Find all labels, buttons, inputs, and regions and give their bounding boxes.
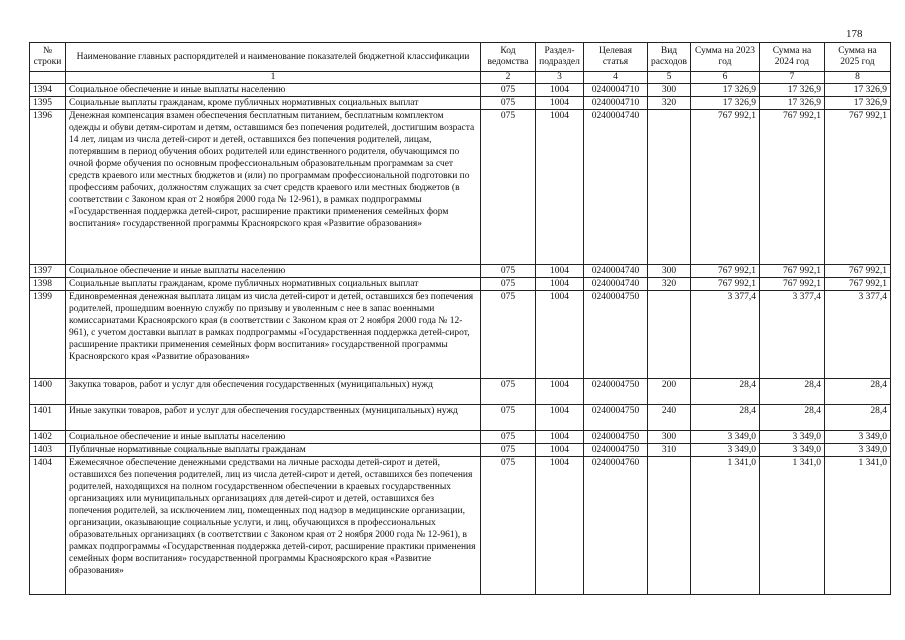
row-number: 1401 [30, 405, 66, 431]
row-ministry-code: 075 [481, 265, 536, 278]
row-name: Единовременная денежная выплата лицам из числа детей-сирот и детей, оставшихся без попечения родителей, прошедшим военную службу по призыву и уволенным с нее в запас военными комиссариатами Красноярского края (в соответствии с Законом края от 2 ноября 2000 года № 12-961), с учетом доставки выплат в рамках подпрограммы «Государственная поддержка детей-сирот, расширение практики применения семейных форм воспитания» государственной программы Красноярского края «Развитие образования» [66, 291, 481, 379]
row-sum-2024: 3 349,0 [759, 444, 824, 457]
row-sum-2024: 1 341,0 [759, 457, 824, 595]
table-row [30, 110, 891, 265]
row-sum-2025: 3 349,0 [824, 444, 890, 457]
column-number: 3 [536, 72, 584, 84]
row-sum-2025: 767 992,1 [824, 278, 890, 291]
row-name: Ежемесячное обеспечение денежными средствами на личные расходы детей-сирот и детей, оставшихся без попечения родителей, лиц из числа детей-сирот и детей, оставшихся без попечения родителей, находящихся на полном государственном обеспечении в краевых государственных организациях или муниципальных организациях для детей-сирот и детей, оставшихся без попечения родителей, за исключением лиц, помещенных под надзор в медицинские организации, организации, оказывающие социальные услуги, и лиц, обучающихся в профессиональных образовательных организациях (в соответствии с Законом края от 2 ноября 2000 года № 12-961), в рамках подпрограммы «Государственная поддержка детей-сирот, расширение практики применения семейных форм воспитания» государственной программы Красноярского края «Развитие образования» [66, 457, 481, 595]
row-expense-type: 320 [648, 278, 691, 291]
row-sum-2024: 767 992,1 [759, 110, 824, 265]
row-section: 1004 [536, 278, 584, 291]
row-section: 1004 [536, 431, 584, 444]
row-target-article: 0240004750 [584, 379, 648, 405]
header-sum-2024: Сумма на 2024 год [759, 43, 824, 72]
row-target-article: 0240004750 [584, 431, 648, 444]
header-sum-2025: Сумма на 2025 год [824, 43, 890, 72]
row-target-article: 0240004750 [584, 405, 648, 431]
column-number [30, 72, 66, 84]
row-sum-2023: 17 326,9 [690, 84, 759, 97]
row-target-article: 0240004740 [584, 278, 648, 291]
table-row [30, 97, 891, 110]
row-sum-2025: 28,4 [824, 405, 890, 431]
row-sum-2025: 767 992,1 [824, 265, 890, 278]
row-sum-2025: 3 377,4 [824, 291, 890, 379]
header-row [30, 43, 891, 72]
row-expense-type [648, 291, 691, 379]
row-name: Социальное обеспечение и иные выплаты населению [66, 84, 481, 97]
row-sum-2025: 17 326,9 [824, 97, 890, 110]
row-ministry-code: 075 [481, 444, 536, 457]
page-number: 178 [846, 28, 863, 40]
row-name: Социальные выплаты гражданам, кроме публичных нормативных социальных выплат [66, 97, 481, 110]
column-number: 4 [584, 72, 648, 84]
row-expense-type: 310 [648, 444, 691, 457]
row-expense-type [648, 457, 691, 595]
row-section: 1004 [536, 457, 584, 595]
column-number: 1 [66, 72, 481, 84]
table-row [30, 457, 891, 595]
row-sum-2025: 1 341,0 [824, 457, 890, 595]
row-expense-type [648, 110, 691, 265]
row-number: 1404 [30, 457, 66, 595]
row-section: 1004 [536, 110, 584, 265]
header-sum-2023: Сумма на 2023 год [690, 43, 759, 72]
table-row [30, 84, 891, 97]
row-number: 1397 [30, 265, 66, 278]
column-number: 2 [481, 72, 536, 84]
row-target-article: 0240004710 [584, 97, 648, 110]
table-row [30, 444, 891, 457]
row-sum-2023: 28,4 [690, 379, 759, 405]
row-sum-2023: 17 326,9 [690, 97, 759, 110]
table-row [30, 405, 891, 431]
row-ministry-code: 075 [481, 291, 536, 379]
table-row [30, 265, 891, 278]
row-section: 1004 [536, 379, 584, 405]
row-number: 1402 [30, 431, 66, 444]
row-ministry-code: 075 [481, 97, 536, 110]
row-name: Социальные выплаты гражданам, кроме публичных нормативных социальных выплат [66, 278, 481, 291]
row-ministry-code: 075 [481, 278, 536, 291]
row-target-article: 0240004750 [584, 291, 648, 379]
row-sum-2024: 28,4 [759, 405, 824, 431]
row-sum-2023: 767 992,1 [690, 265, 759, 278]
row-target-article: 0240004710 [584, 84, 648, 97]
row-target-article: 0240004740 [584, 110, 648, 265]
row-number: 1398 [30, 278, 66, 291]
row-name: Закупка товаров, работ и услуг для обеспечения государственных (муниципальных) нужд [66, 379, 481, 405]
column-number: 7 [759, 72, 824, 84]
row-sum-2024: 3 349,0 [759, 431, 824, 444]
row-sum-2025: 3 349,0 [824, 431, 890, 444]
row-expense-type: 300 [648, 431, 691, 444]
header-name: Наименование главных распорядителей и наименование показателей бюджетной классификации [66, 43, 481, 72]
row-sum-2023: 767 992,1 [690, 110, 759, 265]
row-name: Социальное обеспечение и иные выплаты населению [66, 431, 481, 444]
table-row [30, 291, 891, 379]
header-section: Раздел-подраздел [536, 43, 584, 72]
row-expense-type: 300 [648, 265, 691, 278]
row-name: Денежная компенсация взамен обеспечения бесплатным питанием, бесплатным комплектом одежды и обуви детям-сиротам и детям, оставшимся без попечения родителей, достигшим возраста 14 лет, лицам из числа детей-сирот и детей, оставшихся без попечения родителей, лицам, потерявшим в период обучения обоих родителей или единственного родителя, обучающимся по очной форме обучения по основным профессиональным образовательным программам за счет средств краевого или местных бюджетов и (или) по программам профессиональной подготовки по профессиям рабочих, должностям служащих за счет средств краевого или местных бюджетов (в соответствии с Законом края от 2 ноября 2000 года № 12-961), в рамках подпрограммы «Государственная поддержка детей-сирот, расширение практики применения семейных форм воспитания» государственной программы Красноярского края «Развитие образования» [66, 110, 481, 265]
row-target-article: 0240004760 [584, 457, 648, 595]
row-target-article: 0240004750 [584, 444, 648, 457]
row-sum-2023: 3 377,4 [690, 291, 759, 379]
row-ministry-code: 075 [481, 379, 536, 405]
row-target-article: 0240004740 [584, 265, 648, 278]
row-expense-type: 200 [648, 379, 691, 405]
row-sum-2025: 767 992,1 [824, 110, 890, 265]
row-sum-2024: 17 326,9 [759, 84, 824, 97]
row-ministry-code: 075 [481, 457, 536, 595]
row-expense-type: 320 [648, 97, 691, 110]
row-sum-2025: 28,4 [824, 379, 890, 405]
row-sum-2024: 767 992,1 [759, 278, 824, 291]
row-sum-2023: 28,4 [690, 405, 759, 431]
header-ministry-code: Код ведомства [481, 43, 536, 72]
table-row [30, 278, 891, 291]
row-section: 1004 [536, 97, 584, 110]
row-ministry-code: 075 [481, 431, 536, 444]
table-row [30, 379, 891, 405]
column-number: 8 [824, 72, 890, 84]
row-number: 1399 [30, 291, 66, 379]
row-sum-2023: 3 349,0 [690, 444, 759, 457]
row-sum-2024: 3 377,4 [759, 291, 824, 379]
column-number-row [30, 72, 891, 84]
row-number: 1394 [30, 84, 66, 97]
header-row-no: № строки [30, 43, 66, 72]
row-sum-2025: 17 326,9 [824, 84, 890, 97]
row-name: Иные закупки товаров, работ и услуг для обеспечения государственных (муниципальных) нужд [66, 405, 481, 431]
column-number: 5 [648, 72, 691, 84]
row-section: 1004 [536, 265, 584, 278]
budget-table [29, 42, 891, 595]
row-expense-type: 240 [648, 405, 691, 431]
row-section: 1004 [536, 444, 584, 457]
row-section: 1004 [536, 405, 584, 431]
row-sum-2023: 3 349,0 [690, 431, 759, 444]
header-target-article: Целевая статья [584, 43, 648, 72]
row-sum-2024: 28,4 [759, 379, 824, 405]
row-sum-2024: 17 326,9 [759, 97, 824, 110]
row-number: 1396 [30, 110, 66, 265]
row-number: 1403 [30, 444, 66, 457]
column-number: 6 [690, 72, 759, 84]
row-section: 1004 [536, 291, 584, 379]
header-expense-type: Вид расходов [648, 43, 691, 72]
row-expense-type: 300 [648, 84, 691, 97]
row-section: 1004 [536, 84, 584, 97]
row-number: 1400 [30, 379, 66, 405]
row-name: Социальное обеспечение и иные выплаты населению [66, 265, 481, 278]
row-sum-2023: 767 992,1 [690, 278, 759, 291]
row-sum-2023: 1 341,0 [690, 457, 759, 595]
row-ministry-code: 075 [481, 110, 536, 265]
row-ministry-code: 075 [481, 405, 536, 431]
row-number: 1395 [30, 97, 66, 110]
table-row [30, 431, 891, 444]
row-sum-2024: 767 992,1 [759, 265, 824, 278]
row-ministry-code: 075 [481, 84, 536, 97]
row-name: Публичные нормативные социальные выплаты гражданам [66, 444, 481, 457]
